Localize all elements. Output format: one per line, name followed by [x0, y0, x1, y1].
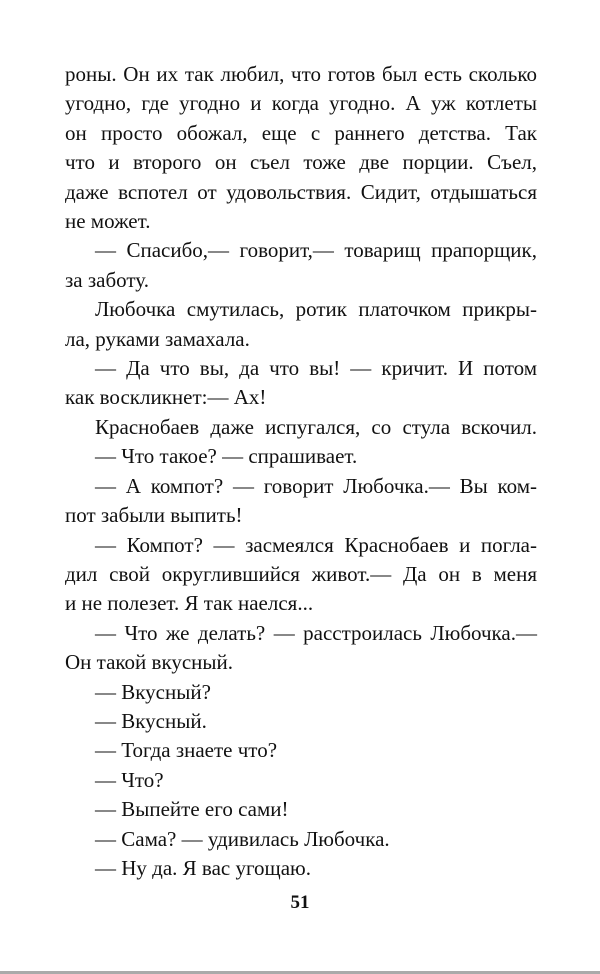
text-line: дил свой округлившийся живот.— Да он в меня [65, 561, 537, 586]
text-line: Любочка смутилась, ротик платочком прикры- [95, 297, 537, 322]
text-line: — А компот? — говорит Любочка.— Вы ком- [95, 473, 537, 498]
text-line: пот забыли выпить! [65, 503, 243, 528]
text-line: — Выпейте его сами! [95, 797, 289, 822]
text-line: — Что? [95, 767, 164, 792]
text-line: он просто обожал, еще с раннего детства. Так [65, 120, 537, 145]
text-line: даже вспотел от удовольствия. Сидит, отдышаться [65, 179, 537, 204]
page-body-text [65, 60, 537, 883]
text-line: — Да что вы, да что вы! — кричит. И потом [95, 356, 537, 381]
text-line: и не полезет. Я так наелся... [65, 591, 314, 616]
text-line: угодно, где угодно и когда угодно. А уж котлеты [65, 91, 537, 116]
text-line: ла, руками замахала. [65, 326, 250, 351]
page-content [0, 60, 600, 915]
text-line: — Компот? — засмеялся Краснобаев и погла- [95, 532, 537, 557]
text-line: — Ну да. Я вас угощаю. [95, 855, 311, 880]
text-line: — Что же делать? — расстроилась Любочка.— [95, 620, 537, 645]
text-line: что и второго он съел тоже две порции. Съел, [65, 150, 537, 175]
text-line: — Тогда знаете что? [95, 738, 278, 763]
text-line: — Что такое? — спрашивает. [95, 444, 358, 469]
text-line: — Сама? — удивилась Любочка. [95, 826, 390, 851]
text-line: — Спасибо,— говорит,— товарищ прапорщик, [95, 238, 537, 263]
text-line: — Вкусный. [95, 708, 207, 733]
text-line: — Вкусный? [95, 679, 211, 704]
text-line: Краснобаев даже испугался, со стула вскочил. [95, 414, 537, 439]
page-number: 51 [290, 892, 310, 914]
text-line: роны. Он их так любил, что готов был есть сколько [65, 62, 537, 86]
text-line: как воскликнет:— Ах! [65, 385, 267, 410]
text-line: Он такой вкусный. [65, 650, 234, 675]
text-line: не может. [65, 209, 151, 234]
text-line: за заботу. [65, 267, 149, 292]
